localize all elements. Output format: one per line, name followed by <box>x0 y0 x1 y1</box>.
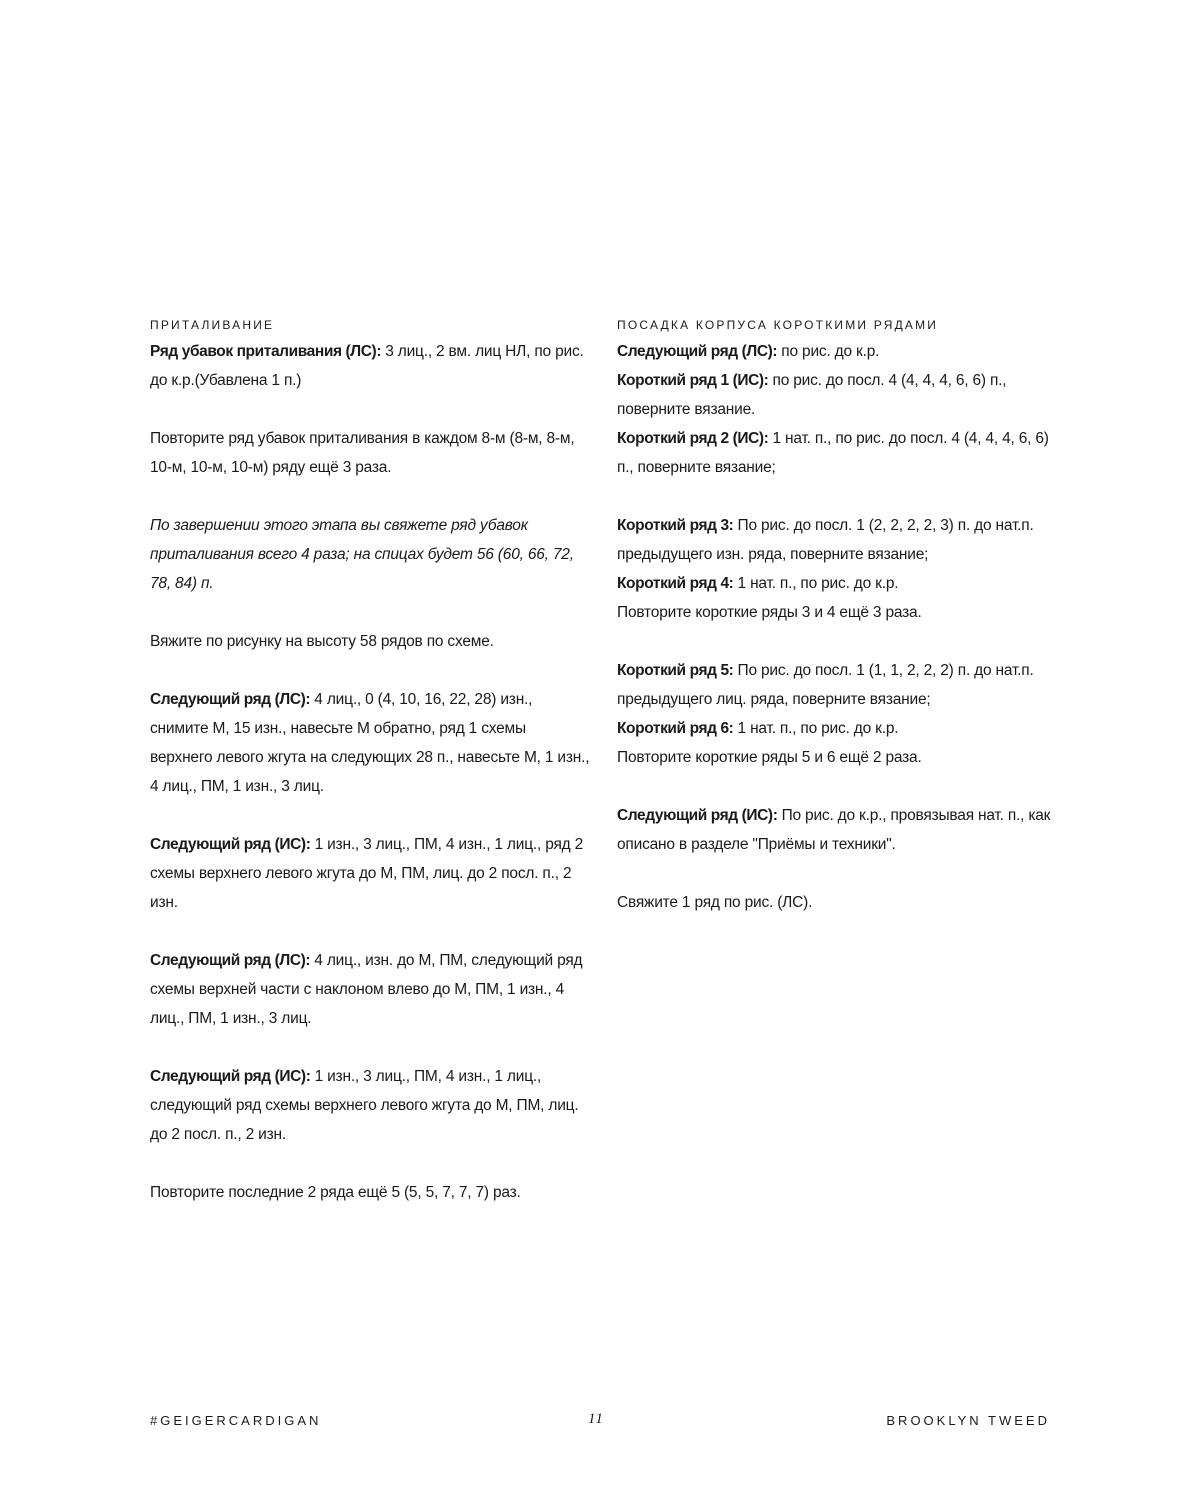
instruction-paragraph <box>617 569 1057 598</box>
footer-hashtag: #GEIGERCARDIGAN <box>150 1413 322 1428</box>
row-label: Короткий ряд 5: <box>617 662 734 679</box>
row-instruction: По рис. до посл. 1 (1, 1, 2, 2, 2) п. до нат.п. предыдущего лиц. ряда, поверните вязание; <box>617 662 1034 708</box>
left-column <box>150 313 590 1236</box>
right-column <box>617 313 1057 946</box>
instruction-paragraph: Свяжите 1 ряд по рис. (ЛС). <box>617 894 813 911</box>
row-instruction: 1 изн., 3 лиц., ПМ, 4 изн., 1 лиц., следующий ряд схемы верхнего левого жгута до М, ПМ, лиц. до 2 посл. п., 2 изн. <box>150 1068 579 1143</box>
row-label: Короткий ряд 2 (ИС): <box>617 430 769 447</box>
row-label: Короткий ряд 1 (ИС): <box>617 372 769 389</box>
instruction-paragraph: Вяжите по рисунку на высоту 58 рядов по схеме. <box>150 633 494 650</box>
row-label: Следующий ряд (ИС): <box>150 836 311 853</box>
instruction-paragraph <box>150 685 590 801</box>
row-label: Следующий ряд (ЛС): <box>617 343 778 360</box>
instruction-paragraph <box>617 511 1057 569</box>
row-instruction: 4 лиц., изн. до М, ПМ, следующий ряд схемы верхней части с наклоном влево до М, ПМ, 1 изн., 4 лиц., ПМ, 1 изн., 3 лиц. <box>150 952 583 1027</box>
instruction-paragraph <box>150 946 590 1033</box>
page-number: 11 <box>588 1411 604 1427</box>
row-label: Следующий ряд (ЛС): <box>150 691 311 708</box>
row-label: Следующий ряд (ИС): <box>150 1068 311 1085</box>
footer-brand: BROOKLYN TWEED <box>886 1413 1050 1428</box>
section-heading-short-rows: ПОСАДКА КОРПУСА КОРОТКИМИ РЯДАМИ <box>617 318 939 332</box>
instruction-paragraph <box>617 656 1057 714</box>
instruction-paragraph <box>617 424 1057 482</box>
instruction-paragraph <box>150 1062 590 1149</box>
instruction-paragraph <box>617 801 1057 859</box>
row-instruction: По рис. до посл. 1 (2, 2, 2, 2, 3) п. до нат.п. предыдущего изн. ряда, поверните вязание; <box>617 517 1034 563</box>
row-instruction: 1 изн., 3 лиц., ПМ, 4 изн., 1 лиц., ряд 2 схемы верхнего левого жгута до М, ПМ, лиц. до 2 посл. п., 2 изн. <box>150 836 584 911</box>
instruction-paragraph <box>617 337 1057 366</box>
row-instruction: по рис. до к.р. <box>777 343 880 360</box>
note-paragraph: По завершении этого этапа вы свяжете ряд убавок приталивания всего 4 раза; на спицах будет 56 (60, 66, 72, 78, 84) п. <box>150 517 574 592</box>
row-label: Короткий ряд 4: <box>617 575 734 592</box>
row-instruction: 1 нат. п., по рис. до к.р. <box>733 575 899 592</box>
instruction-paragraph: Повторите короткие ряды 3 и 4 ещё 3 раза. <box>617 604 922 621</box>
section-heading-waist-shaping: ПРИТАЛИВАНИЕ <box>150 318 275 332</box>
row-instruction: 1 нат. п., по рис. до посл. 4 (4, 4, 4, 6, 6) п., поверните вязание; <box>617 430 1049 476</box>
row-instruction: 4 лиц., 0 (4, 10, 16, 22, 28) изн., снимите М, 15 изн., навесьте М обратно, ряд 1 схемы верхнего левого жгута на следующих 28 п., навесьте М, 1 изн., 4 лиц., ПМ, 1 изн., 3 лиц. <box>150 691 590 795</box>
instruction-paragraph <box>617 714 1057 743</box>
row-label: Следующий ряд (ИС): <box>617 807 778 824</box>
row-label: Ряд убавок приталивания (ЛС): <box>150 343 382 360</box>
row-instruction: по рис. до посл. 4 (4, 4, 4, 6, 6) п., поверните вязание. <box>617 372 1007 418</box>
row-instruction: 1 нат. п., по рис. до к.р. <box>733 720 899 737</box>
instruction-paragraph: Повторите короткие ряды 5 и 6 ещё 2 раза. <box>617 749 922 766</box>
instruction-paragraph: Повторите ряд убавок приталивания в каждом 8-м (8-м, 8-м, 10-м, 10-м, 10-м) ряду ещё 3 раза. <box>150 430 575 476</box>
instruction-paragraph <box>150 830 590 917</box>
instruction-paragraph <box>150 337 590 395</box>
row-label: Короткий ряд 3: <box>617 517 734 534</box>
row-label: Короткий ряд 6: <box>617 720 734 737</box>
instruction-paragraph: Повторите последние 2 ряда ещё 5 (5, 5, 7, 7, 7) раз. <box>150 1184 521 1201</box>
row-label: Следующий ряд (ЛС): <box>150 952 311 969</box>
instruction-paragraph <box>617 366 1057 424</box>
row-instruction: 3 лиц., 2 вм. лиц НЛ, по рис. до к.р.(Убавлена 1 п.) <box>150 343 584 389</box>
row-instruction: По рис. до к.р., провязывая нат. п., как описано в разделе "Приёмы и техники". <box>617 807 1051 853</box>
